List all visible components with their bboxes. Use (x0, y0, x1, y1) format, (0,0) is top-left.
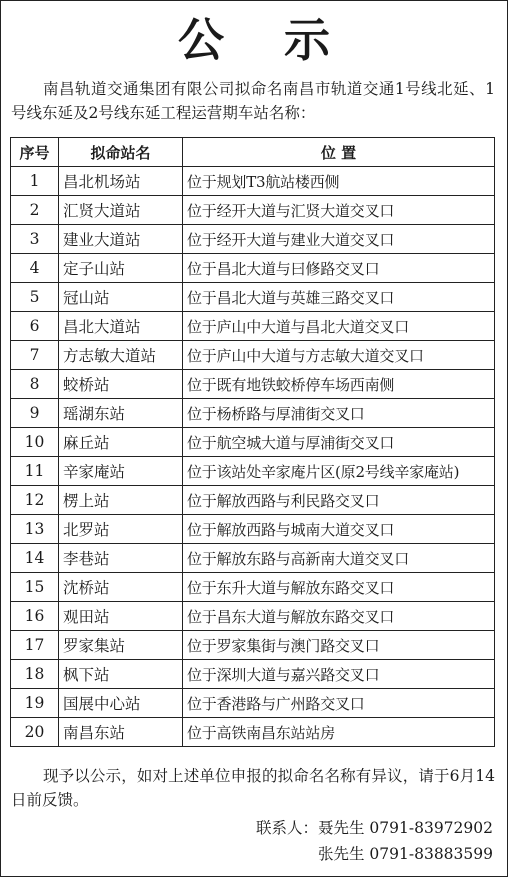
station-location: 位于规划T3航站楼西侧 (183, 167, 495, 196)
notice-paragraph: 现予以公示，如对上述单位申报的拟命名名称有异议，请于6月14日前反馈。 (11, 767, 495, 809)
station-number: 14 (11, 544, 59, 573)
station-number: 3 (11, 225, 59, 254)
station-number: 10 (11, 428, 59, 457)
station-location: 位于昌北大道与曰修路交叉口 (183, 254, 495, 283)
station-location: 位于昌东大道与解放东路交叉口 (183, 602, 495, 631)
station-number: 13 (11, 515, 59, 544)
station-name: 观田站 (59, 602, 183, 631)
station-location: 位于既有地铁蛟桥停车场西南侧 (183, 370, 495, 399)
station-number: 4 (11, 254, 59, 283)
table-row (11, 457, 495, 486)
contact-line-2: 张先生 0791-83883599 (317, 845, 493, 863)
station-number: 19 (11, 689, 59, 718)
header-station-name: 拟命站名 (59, 138, 183, 167)
station-name: 辛家庵站 (59, 457, 183, 486)
station-number: 6 (11, 312, 59, 341)
table-row (11, 486, 495, 515)
station-name: 罗家集站 (59, 631, 183, 660)
table-row (11, 660, 495, 689)
station-name: 瑶湖东站 (59, 399, 183, 428)
station-name: 昌北大道站 (59, 312, 183, 341)
station-number: 1 (11, 167, 59, 196)
table-header-row (11, 138, 495, 167)
table-row (11, 399, 495, 428)
header-location: 位 置 (183, 138, 495, 167)
station-location: 位于庐山中大道与昌北大道交叉口 (183, 312, 495, 341)
station-number: 8 (11, 370, 59, 399)
intro-paragraph: 南昌轨道交通集团有限公司拟命名南昌市轨道交通1号线北延、1号线东延及2号线东延工程运营期车站名称： (11, 80, 495, 122)
table-row (11, 573, 495, 602)
table-row (11, 689, 495, 718)
table-row (11, 718, 495, 747)
station-name: 枫下站 (59, 660, 183, 689)
table-row (11, 167, 495, 196)
table-row (11, 370, 495, 399)
table-body (11, 167, 495, 747)
station-name: 昌北机场站 (59, 167, 183, 196)
station-number: 9 (11, 399, 59, 428)
station-location: 位于香港路与广州路交叉口 (183, 689, 495, 718)
station-name: 南昌东站 (59, 718, 183, 747)
table-row (11, 196, 495, 225)
station-number: 15 (11, 573, 59, 602)
station-name: 李巷站 (59, 544, 183, 573)
station-location: 位于庐山中大道与方志敏大道交叉口 (183, 341, 495, 370)
station-name: 冠山站 (59, 283, 183, 312)
station-location: 位于罗家集街与澳门路交叉口 (183, 631, 495, 660)
station-number: 12 (11, 486, 59, 515)
station-location: 位于该站处辛家庵片区(原2号线辛家庵站) (183, 457, 495, 486)
station-number: 20 (11, 718, 59, 747)
station-name: 麻丘站 (59, 428, 183, 457)
table-row (11, 341, 495, 370)
station-location: 位于经开大道与汇贤大道交叉口 (183, 196, 495, 225)
table-row (11, 544, 495, 573)
station-number: 16 (11, 602, 59, 631)
station-name: 国展中心站 (59, 689, 183, 718)
table-row (11, 312, 495, 341)
table-row (11, 254, 495, 283)
station-number: 5 (11, 283, 59, 312)
contact-line-1: 联系人：聂先生 0791-83972902 (255, 819, 493, 837)
station-number: 17 (11, 631, 59, 660)
station-number: 7 (11, 341, 59, 370)
station-location: 位于经开大道与建业大道交叉口 (183, 225, 495, 254)
table-row (11, 428, 495, 457)
station-name: 汇贤大道站 (59, 196, 183, 225)
station-number: 2 (11, 196, 59, 225)
station-location: 位于深圳大道与嘉兴路交叉口 (183, 660, 495, 689)
station-number: 18 (11, 660, 59, 689)
station-name-table (10, 137, 495, 747)
station-number: 11 (11, 457, 59, 486)
station-location: 位于东升大道与解放东路交叉口 (183, 573, 495, 602)
station-name: 定子山站 (59, 254, 183, 283)
station-location: 位于杨桥路与厚浦街交叉口 (183, 399, 495, 428)
station-name: 楞上站 (59, 486, 183, 515)
station-name: 北罗站 (59, 515, 183, 544)
table-row (11, 602, 495, 631)
station-location: 位于解放东路与高新南大道交叉口 (183, 544, 495, 573)
page-title: 公 示 (177, 13, 352, 67)
table-row (11, 631, 495, 660)
station-name: 建业大道站 (59, 225, 183, 254)
station-location: 位于昌北大道与英雄三路交叉口 (183, 283, 495, 312)
station-name: 方志敏大道站 (59, 341, 183, 370)
table-row (11, 225, 495, 254)
station-location: 位于航空城大道与厚浦街交叉口 (183, 428, 495, 457)
station-location: 位于解放西路与利民路交叉口 (183, 486, 495, 515)
table-row (11, 283, 495, 312)
table-row (11, 515, 495, 544)
header-number: 序号 (11, 138, 59, 167)
station-location: 位于解放西路与城南大道交叉口 (183, 515, 495, 544)
station-name: 蛟桥站 (59, 370, 183, 399)
station-location: 位于高铁南昌东站站房 (183, 718, 495, 747)
station-name: 沈桥站 (59, 573, 183, 602)
